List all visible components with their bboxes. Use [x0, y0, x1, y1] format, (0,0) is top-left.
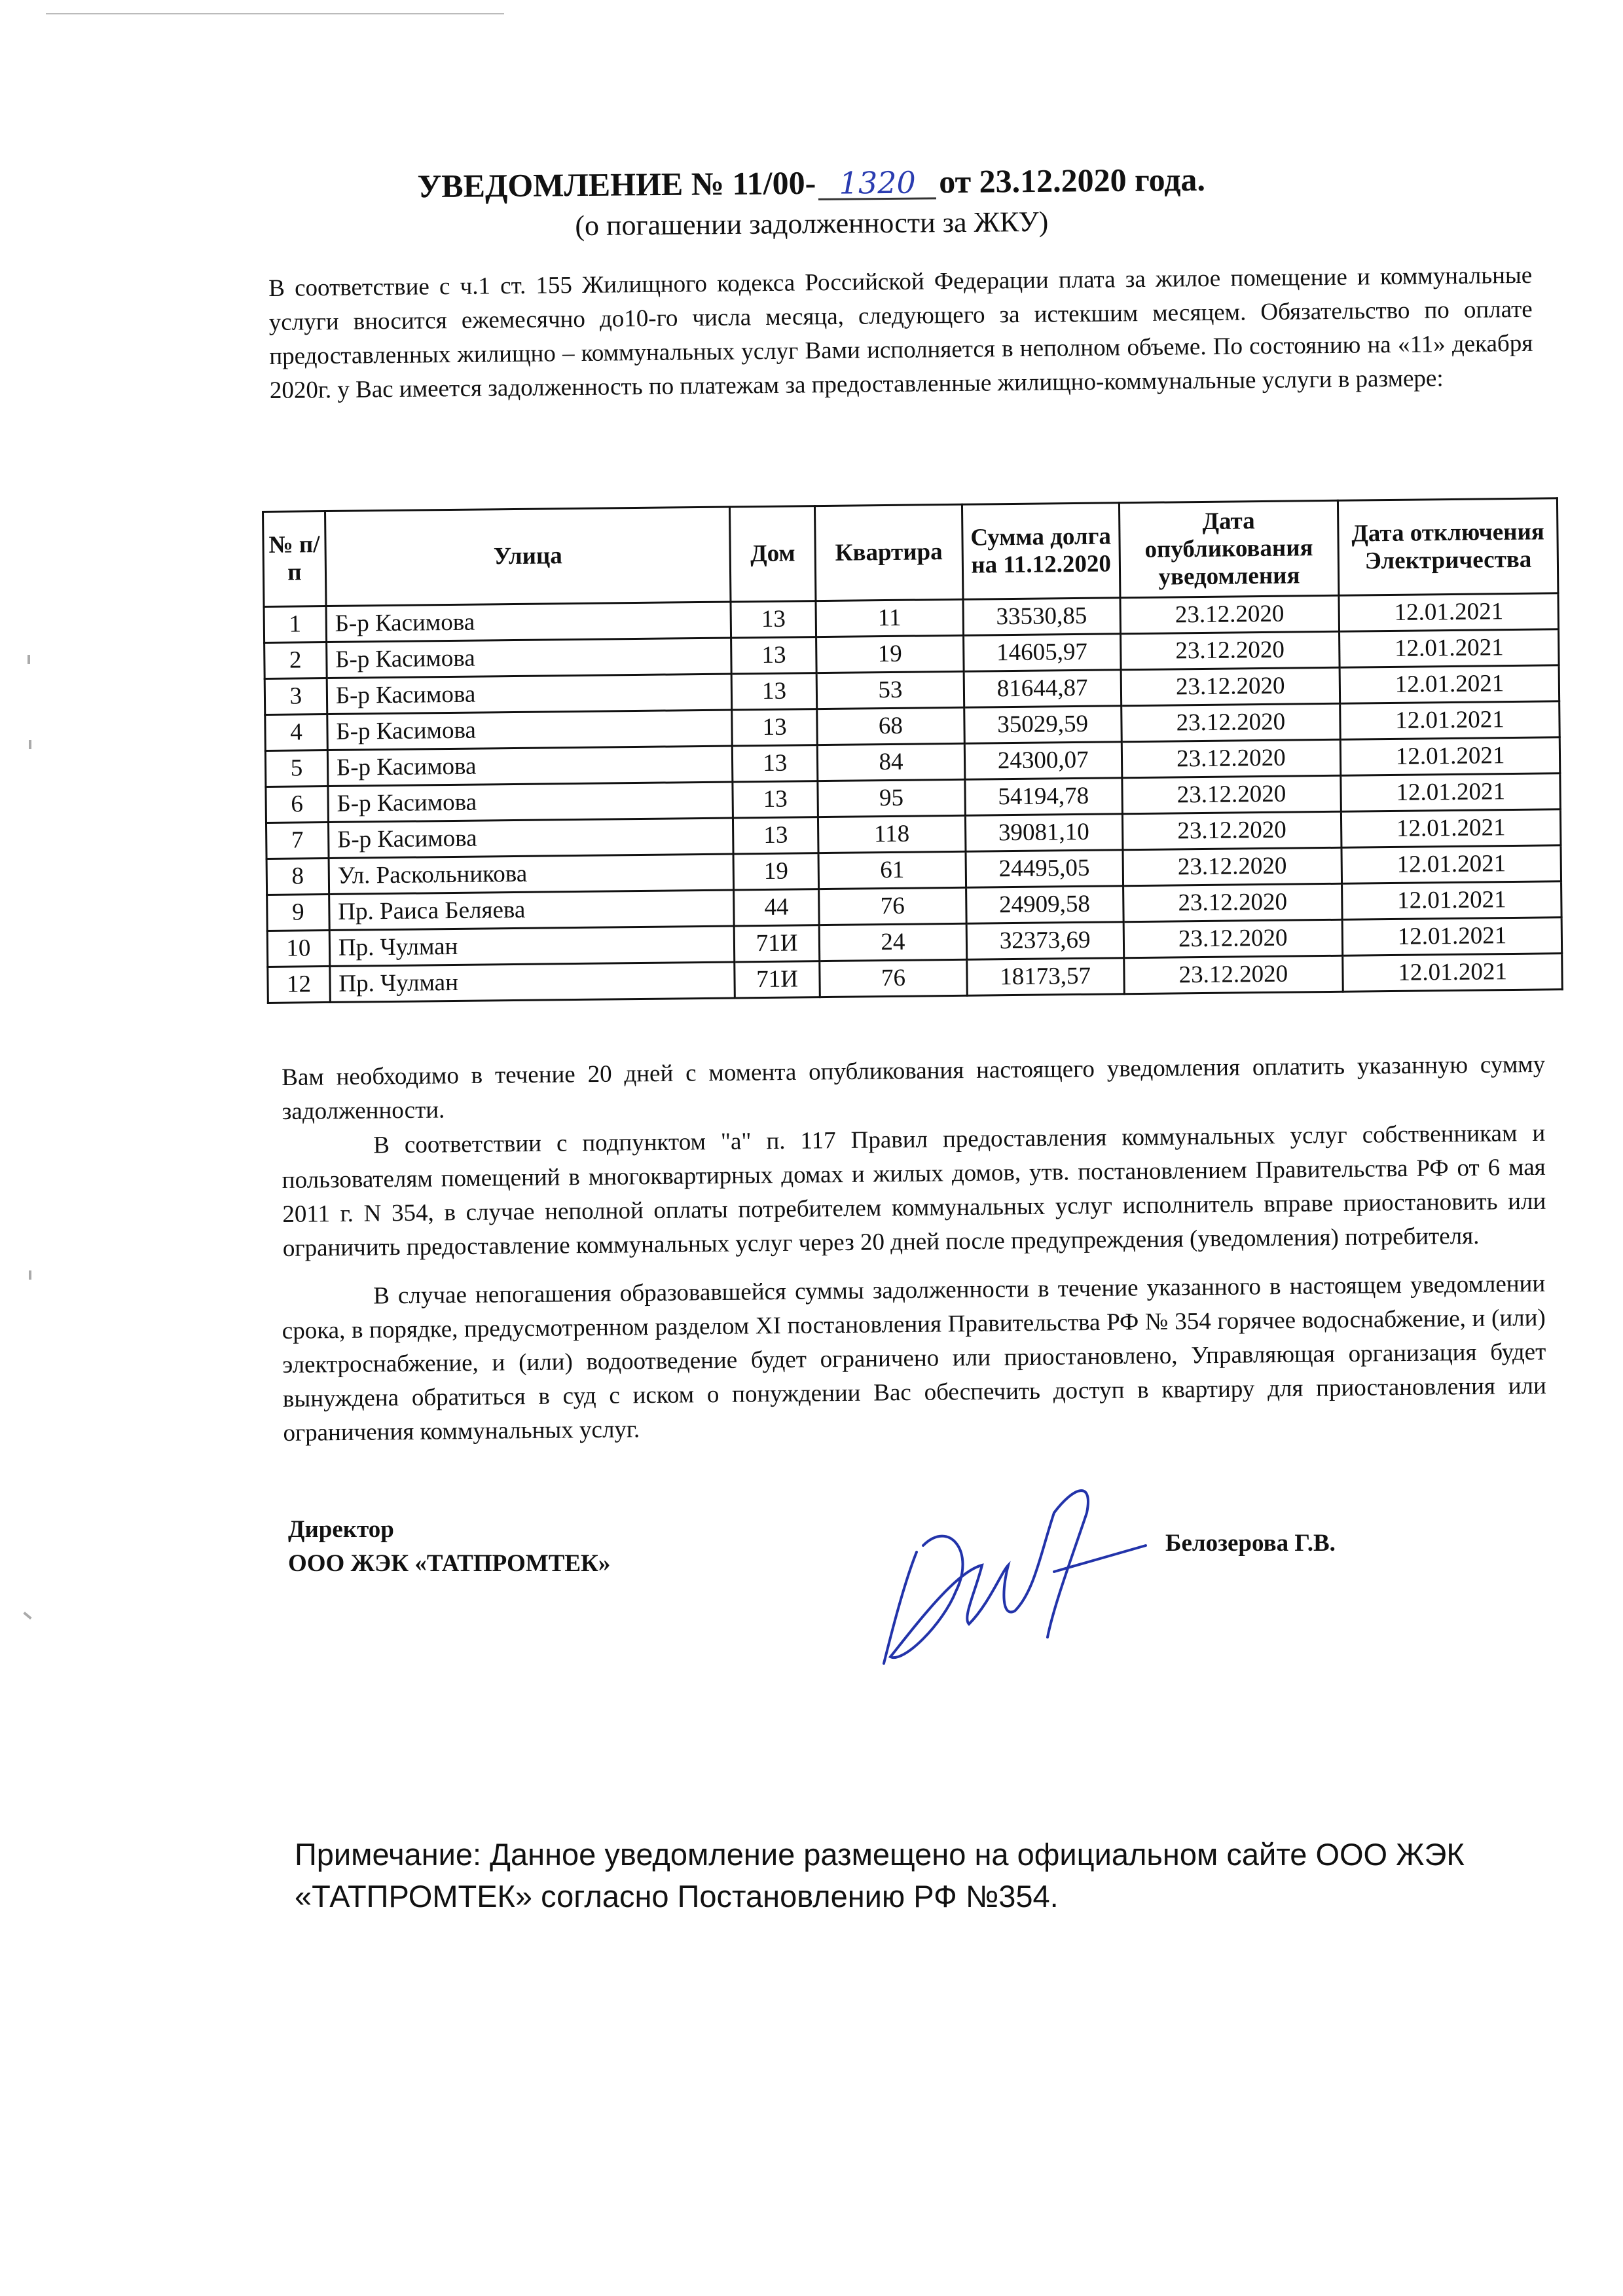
table-cell: Пр. Чулман	[329, 926, 735, 966]
table-header-row	[263, 498, 1558, 607]
signatory-name: Белозерова Г.В.	[1165, 1530, 1336, 1557]
intro-paragraph: В соответствие с ч.1 ст. 155 Жилищного кодекса Российской Федерации плата за жилое помещение и коммунальные услуги вносится ежемесячно до10-го числа месяца, следующего за истекшим месяцем. Обязательство по оплате предоставленных жилищно – коммунальных услуг Вами исполняется в неполном объеме. По состоянию на «11» декабря 2020г. у Вас имеется задолженность по платежам за предоставленные жилищно-коммунальные услуги в размере:	[268, 261, 1533, 404]
table-cell: 24	[819, 923, 966, 961]
table-cell: 76	[820, 959, 967, 997]
footer-note: Примечание: Данное уведомление размещено на официальном сайте ООО ЖЭК «ТАТПРОМТЕК» согласно Постановлению РФ №354.	[295, 1837, 1465, 1914]
table-cell: 1	[264, 606, 326, 642]
table-cell: 13	[732, 709, 817, 746]
table-cell: 12	[268, 966, 330, 1003]
table-cell: 39081,10	[965, 814, 1122, 852]
table-cell: 13	[733, 745, 818, 782]
table-cell: Б-р Касимова	[327, 710, 733, 750]
table-cell: 12.01.2021	[1339, 593, 1558, 632]
table-cell: 8	[266, 858, 329, 895]
table-cell: 23.12.2020	[1121, 667, 1340, 706]
payment-paragraph: Вам необходимо в течение 20 дней с момента опубликования настоящего уведомления оплатить указанную сумму задолженности.	[282, 1050, 1546, 1125]
table-cell: 9	[267, 894, 329, 931]
table-cell: Пр. Чулман	[330, 962, 735, 1002]
table-cell: 23.12.2020	[1122, 739, 1341, 778]
table-cell: 19	[733, 853, 818, 890]
table-cell: 68	[817, 707, 964, 745]
column-header: Квартира	[815, 504, 963, 601]
table-cell: Ул. Раскольникова	[329, 854, 734, 894]
table-cell: 5	[265, 750, 327, 787]
table-body	[264, 593, 1562, 1003]
scan-speck	[23, 1612, 31, 1620]
table-cell: 12.01.2021	[1343, 954, 1562, 992]
title-block	[0, 157, 1623, 248]
table-cell: 13	[733, 781, 818, 818]
table-cell: Б-р Касимова	[326, 602, 731, 642]
table-cell: 33530,85	[963, 598, 1120, 636]
table-cell: 12.01.2021	[1340, 629, 1559, 668]
table-cell: 12.01.2021	[1341, 773, 1560, 812]
table-cell: 23.12.2020	[1122, 775, 1341, 814]
table-cell: 13	[733, 817, 818, 854]
table-cell: 35029,59	[964, 706, 1122, 744]
table-cell: 23.12.2020	[1123, 955, 1343, 994]
table-cell: 12.01.2021	[1341, 809, 1561, 848]
table-cell: 12.01.2021	[1341, 845, 1561, 884]
table-cell: 53	[816, 671, 964, 709]
column-header: Сумма долга на 11.12.2020	[962, 503, 1120, 600]
table-cell: 13	[731, 601, 816, 638]
table-cell: 44	[734, 889, 819, 926]
table-cell: 76	[819, 887, 966, 925]
table-cell: 23.12.2020	[1120, 595, 1339, 634]
debt-table	[262, 497, 1563, 1004]
table-cell: 24300,07	[964, 742, 1122, 780]
table-cell: 84	[817, 743, 964, 781]
table-cell: 14605,97	[963, 634, 1120, 672]
table-cell: 13	[731, 673, 816, 710]
document-title	[0, 157, 1623, 209]
table-cell: Б-р Касимова	[327, 674, 732, 714]
table-cell: Б-р Касимова	[328, 782, 733, 822]
table-cell: 23.12.2020	[1122, 811, 1341, 850]
table-cell: 61	[818, 851, 966, 889]
signatory-position: Директор	[288, 1516, 394, 1543]
handwritten-number: 1320	[818, 167, 936, 200]
table-cell: 12.01.2021	[1342, 881, 1561, 920]
table-cell: 23.12.2020	[1121, 703, 1340, 742]
table-cell: 11	[816, 599, 963, 637]
title-prefix: УВЕДОМЛЕНИЕ № 11/00-	[417, 164, 816, 205]
table-cell: Пр. Раиса Беляева	[329, 890, 734, 930]
table-cell: 71И	[734, 925, 819, 962]
column-header: Дата опубликования уведомления	[1119, 500, 1339, 597]
table-cell: 81644,87	[964, 670, 1121, 708]
table-cell: 118	[818, 815, 965, 853]
table-cell: 71И	[735, 961, 820, 998]
column-header: № п/п	[263, 511, 326, 606]
table-cell: 23.12.2020	[1123, 847, 1342, 886]
table-cell: 12.01.2021	[1340, 737, 1559, 776]
scan-speck	[29, 1270, 31, 1280]
table-cell: 23.12.2020	[1123, 883, 1342, 922]
table-cell: 4	[265, 714, 327, 750]
document-subtitle: (о погашении задолженности за ЖКУ)	[575, 205, 1049, 242]
table-cell: 23.12.2020	[1123, 919, 1343, 958]
title-suffix: от 23.12.2020 года.	[938, 160, 1206, 200]
table-cell: 12.01.2021	[1342, 917, 1561, 956]
handwritten-signature	[877, 1473, 1152, 1683]
table-cell: 7	[266, 822, 328, 859]
table-cell: 10	[267, 930, 329, 967]
table-cell: 19	[816, 635, 964, 673]
column-header: Улица	[325, 507, 731, 606]
scan-speck	[27, 655, 30, 664]
table-cell: Б-р Касимова	[327, 746, 733, 786]
table-cell: 3	[264, 678, 327, 714]
consequence-paragraph: В случае непогашения образовавшейся суммы задолженности в течение указанного в настоящем уведомлении срока, в порядке, предусмотренном разделом XI постановления Правительства РФ № 354 горячее водоснабжение, и (или) электроснабжение, и (или) водоотведение будет ограничено или приостановлено, Управляющая организация будет вынуждена обратиться в суд с иском о понуждении Вас обеспечить доступ в квартиру для приостановления или ограничения коммунальных услуг.	[282, 1270, 1547, 1447]
rules-paragraph: В соответствии с подпунктом "а" п. 117 Правил предоставления коммунальных услуг собственникам и пользователям помещений в многоквартирных домах и жилых домов, утв. постановлением Правительства РФ от 6 мая 2011 г. N 354, в случае неполной оплаты потребителем коммунальных услуг исполнитель вправе приостановить или ограничить предоставление коммунальных услуг через 20 дней после предупреждения (уведомления) потребителя.	[282, 1119, 1546, 1262]
table-cell: 6	[266, 786, 328, 823]
table-cell: 13	[731, 637, 816, 674]
table-cell: 12.01.2021	[1340, 701, 1559, 740]
table-cell: 12.01.2021	[1340, 665, 1559, 704]
table-cell: 23.12.2020	[1120, 631, 1340, 670]
table-cell: 54194,78	[965, 778, 1122, 816]
table-cell: 24909,58	[966, 886, 1123, 924]
table-cell: 24495,05	[966, 850, 1123, 888]
scan-edge-rule	[46, 13, 504, 14]
column-header: Дом	[730, 506, 816, 602]
table-cell: 18173,57	[967, 958, 1124, 996]
table-cell: Б-р Касимова	[328, 818, 733, 858]
table-cell: Б-р Касимова	[326, 638, 731, 678]
scan-speck	[29, 740, 31, 749]
table-cell: 32373,69	[966, 922, 1123, 960]
table-cell: 95	[818, 779, 965, 817]
signatory-block	[288, 1513, 610, 1581]
table-cell: 2	[264, 642, 327, 678]
column-header: Дата отключения Электричества	[1338, 498, 1558, 595]
signatory-organization: ООО ЖЭК «ТАТПРОМТЕК»	[288, 1550, 611, 1577]
